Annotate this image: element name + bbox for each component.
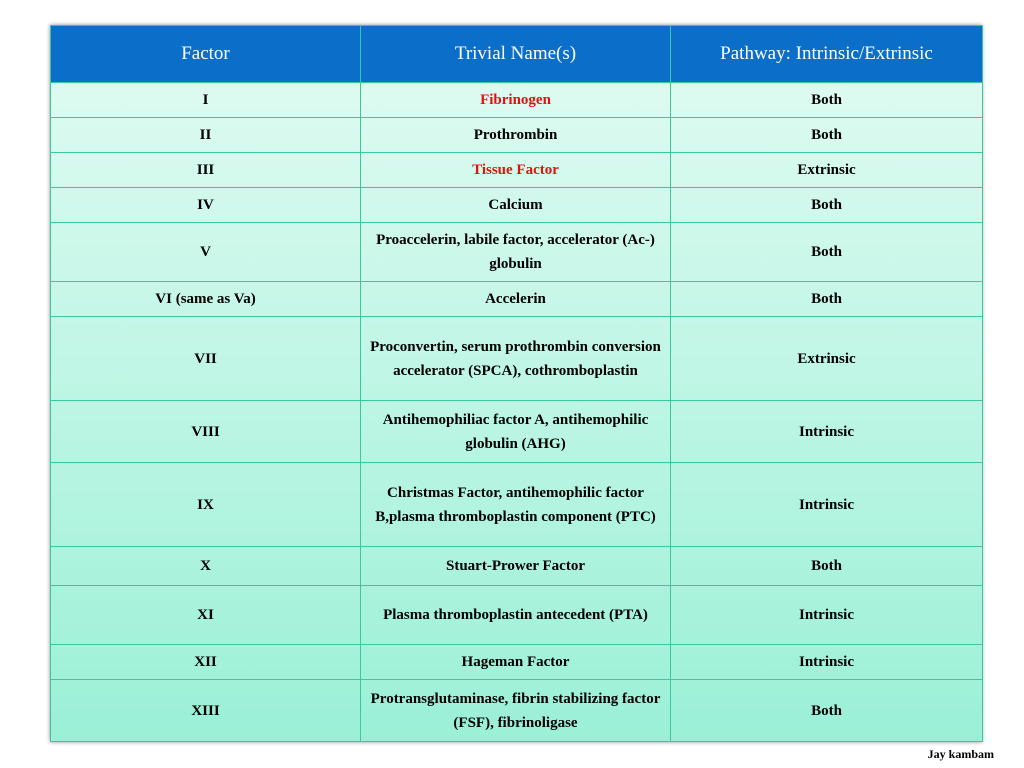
factor-cell: IV — [51, 188, 361, 223]
table-row — [51, 153, 983, 188]
trivial-name-cell: Hageman Factor — [361, 645, 671, 680]
header-pathway: Pathway: Intrinsic/Extrinsic — [671, 26, 983, 83]
trivial-name-cell: Tissue Factor — [361, 153, 671, 188]
trivial-name-cell: Plasma thromboplastin antecedent (PTA) — [361, 586, 671, 645]
factor-cell: II — [51, 118, 361, 153]
table-row — [51, 401, 983, 463]
table-row — [51, 586, 983, 645]
factor-cell: XII — [51, 645, 361, 680]
trivial-name-cell: Antihemophiliac factor A, antihemophilic globulin (AHG) — [361, 401, 671, 463]
trivial-name-cell: Proaccelerin, labile factor, accelerator (Ac-) globulin — [361, 223, 671, 282]
factor-cell: VI (same as Va) — [51, 282, 361, 317]
table-row — [51, 118, 983, 153]
table-row — [51, 463, 983, 547]
trivial-name-cell: Calcium — [361, 188, 671, 223]
pathway-cell: Extrinsic — [671, 317, 983, 401]
author-credit: Jay kambam — [927, 747, 994, 761]
coagulation-factors-table — [50, 25, 983, 742]
pathway-cell: Both — [671, 680, 983, 742]
factor-cell: III — [51, 153, 361, 188]
pathway-cell: Both — [671, 547, 983, 586]
pathway-cell: Both — [671, 282, 983, 317]
factor-cell: XIII — [51, 680, 361, 742]
pathway-cell: Intrinsic — [671, 645, 983, 680]
factor-cell: I — [51, 83, 361, 118]
factor-cell: IX — [51, 463, 361, 547]
trivial-name-cell: Stuart-Prower Factor — [361, 547, 671, 586]
table-row — [51, 547, 983, 586]
header-trivial-names: Trivial Name(s) — [361, 26, 671, 83]
pathway-cell: Both — [671, 188, 983, 223]
factor-cell: VIII — [51, 401, 361, 463]
trivial-name-cell: Christmas Factor, antihemophilic factor B,plasma thromboplastin component (PTC) — [361, 463, 671, 547]
header-row — [51, 26, 983, 83]
table-header — [51, 26, 983, 83]
table-row — [51, 645, 983, 680]
coagulation-factors-table-container — [50, 25, 982, 742]
table-row — [51, 188, 983, 223]
factor-cell: X — [51, 547, 361, 586]
table-row — [51, 317, 983, 401]
header-factor: Factor — [51, 26, 361, 83]
pathway-cell: Intrinsic — [671, 401, 983, 463]
pathway-cell: Intrinsic — [671, 586, 983, 645]
table-row — [51, 223, 983, 282]
trivial-name-cell: Proconvertin, serum prothrombin conversion accelerator (SPCA), cothromboplastin — [361, 317, 671, 401]
trivial-name-cell: Prothrombin — [361, 118, 671, 153]
factor-cell: VII — [51, 317, 361, 401]
pathway-cell: Both — [671, 223, 983, 282]
factor-cell: V — [51, 223, 361, 282]
pathway-cell: Both — [671, 83, 983, 118]
table-body — [51, 83, 983, 742]
table-row — [51, 83, 983, 118]
table-row — [51, 282, 983, 317]
trivial-name-cell: Protransglutaminase, fibrin stabilizing factor (FSF), fibrinoligase — [361, 680, 671, 742]
pathway-cell: Extrinsic — [671, 153, 983, 188]
trivial-name-cell: Fibrinogen — [361, 83, 671, 118]
factor-cell: XI — [51, 586, 361, 645]
pathway-cell: Intrinsic — [671, 463, 983, 547]
table-row — [51, 680, 983, 742]
pathway-cell: Both — [671, 118, 983, 153]
trivial-name-cell: Accelerin — [361, 282, 671, 317]
